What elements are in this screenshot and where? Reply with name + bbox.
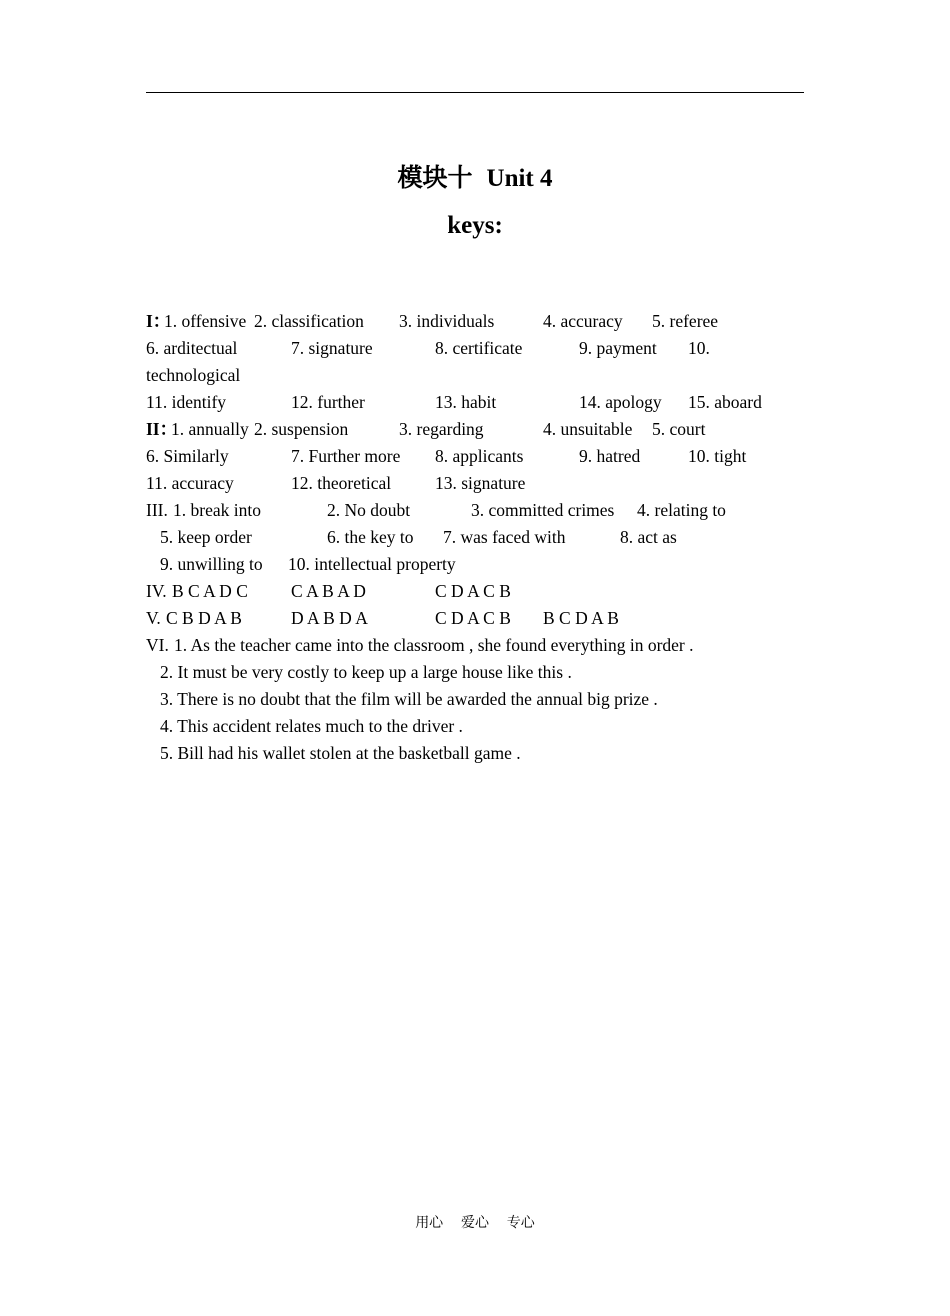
- answer-group: C B D A B: [166, 608, 242, 628]
- title-cn: 模块十: [397, 165, 473, 192]
- section-5-row: [146, 605, 804, 632]
- answer-item: 6. Similarly: [146, 446, 229, 466]
- answer-item: 9. unwilling to: [160, 554, 263, 574]
- answer-item: 2. No doubt: [327, 500, 411, 520]
- answer-item: 10. intellectual property: [288, 554, 456, 574]
- answer-key: [146, 308, 804, 767]
- answer-item: 8. act as: [620, 527, 677, 547]
- sentence: 4. This accident relates much to the driver .: [160, 716, 463, 736]
- answer-item: 3. individuals: [399, 311, 495, 331]
- section-6-row-3: [146, 686, 804, 713]
- section-2-label: II：: [146, 419, 178, 439]
- answer-item: 5. keep order: [160, 527, 252, 547]
- answer-item: 11. identify: [146, 392, 227, 412]
- section-2-row-1: [146, 416, 804, 443]
- answer-item: 14. apology: [579, 392, 662, 412]
- section-3-row-2: [146, 524, 804, 551]
- section-6-row-4: [146, 713, 804, 740]
- answer-item: 2. suspension: [254, 419, 349, 439]
- answer-item: 10. tight: [688, 446, 747, 466]
- answer-item: 7. was faced with: [443, 527, 566, 547]
- section-1-label: I：: [146, 311, 171, 331]
- answer-item: 15. aboard: [688, 392, 762, 412]
- answer-item: 1. offensive: [164, 311, 247, 331]
- answer-item: 7. signature: [291, 338, 373, 358]
- answer-group: B C A D C: [172, 581, 248, 601]
- answer-item: 4. unsuitable: [543, 419, 633, 439]
- title-en: Unit 4: [486, 165, 553, 192]
- section-2-row-2: [146, 443, 804, 470]
- answer-group: C D A C B: [435, 608, 511, 628]
- answer-item: 1. annually: [171, 419, 249, 439]
- section-6-row-1: [146, 632, 804, 659]
- answer-item: 9. payment: [579, 338, 657, 358]
- section-6-row-5: [146, 740, 804, 767]
- section-3-row-1: [146, 497, 804, 524]
- page-subtitle: keys:: [447, 212, 503, 239]
- section-1-row-1: [146, 308, 804, 335]
- answer-item: 10.: [688, 338, 710, 358]
- answer-group: B C D A B: [543, 608, 619, 628]
- section-1-row-4: [146, 389, 804, 416]
- answer-item: 3. committed crimes: [471, 500, 615, 520]
- answer-item: 11. accuracy: [146, 473, 234, 493]
- answer-item: 8. applicants: [435, 446, 524, 466]
- answer-item: 13. habit: [435, 392, 497, 412]
- page-title: [0, 158, 950, 194]
- answer-item: 5. court: [652, 419, 706, 439]
- page-footer: 用心 爱心 专心: [415, 1215, 535, 1231]
- section-2-row-3: [146, 470, 804, 497]
- section-6-row-2: [146, 659, 804, 686]
- answer-item: 7. Further more: [291, 446, 401, 466]
- answer-item: 4. accuracy: [543, 311, 623, 331]
- answer-item: 4. relating to: [637, 500, 726, 520]
- section-1-row-2: [146, 335, 804, 362]
- header-rule: [146, 92, 804, 93]
- sentence: 2. It must be very costly to keep up a large house like this .: [160, 662, 572, 682]
- sentence: 1. As the teacher came into the classroom , she found everything in order .: [174, 635, 694, 655]
- section-1-row-3: [146, 362, 804, 389]
- answer-group: C A B A D: [291, 581, 366, 601]
- answer-item: 3. regarding: [399, 419, 484, 439]
- answer-item: technological: [146, 365, 241, 385]
- answer-item: 12. theoretical: [291, 473, 392, 493]
- section-4-row: [146, 578, 804, 605]
- answer-item: 8. certificate: [435, 338, 523, 358]
- answer-group: D A B D A: [291, 608, 368, 628]
- section-4-label: IV.: [146, 581, 167, 601]
- answer-item: 9. hatred: [579, 446, 641, 466]
- section-3-row-3: [146, 551, 804, 578]
- answer-item: 6. arditectual: [146, 338, 238, 358]
- answer-group: C D A C B: [435, 581, 511, 601]
- answer-item: 12. further: [291, 392, 365, 412]
- sentence: 5. Bill had his wallet stolen at the basketball game .: [160, 743, 521, 763]
- section-5-label: V.: [146, 608, 161, 628]
- answer-item: 13. signature: [435, 473, 526, 493]
- answer-item: 2. classification: [254, 311, 364, 331]
- sentence: 3. There is no doubt that the film will be awarded the annual big prize .: [160, 689, 658, 709]
- answer-item: 5. referee: [652, 311, 719, 331]
- section-6-label: VI.: [146, 635, 169, 655]
- section-3-label: III.: [146, 500, 168, 520]
- answer-item: 6. the key to: [327, 527, 414, 547]
- answer-item: 1. break into: [173, 500, 261, 520]
